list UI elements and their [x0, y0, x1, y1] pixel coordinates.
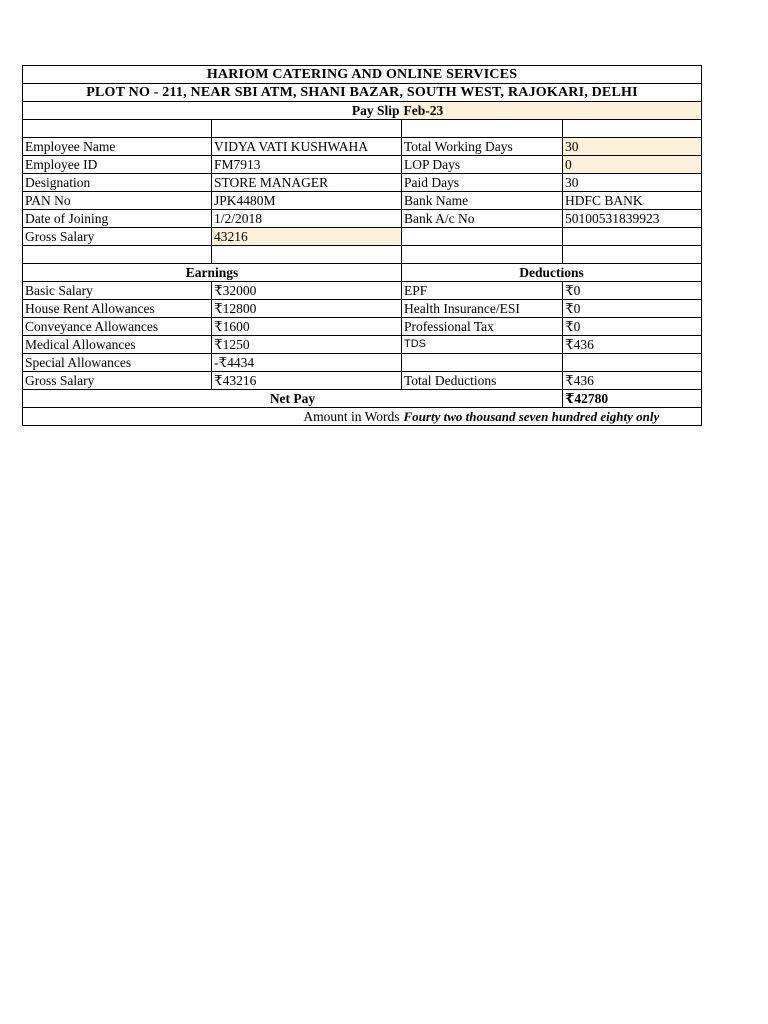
line-row [23, 336, 702, 354]
employee-row [23, 138, 702, 156]
company-name: HARIOM CATERING AND ONLINE SERVICES [23, 66, 702, 84]
paid-days-label: Paid Days [402, 174, 563, 192]
deductions-header: Deductions [402, 264, 702, 282]
deduction-label: EPF [402, 282, 563, 300]
employee-row [23, 192, 702, 210]
bank-account-value: 50100531839923 [563, 210, 702, 228]
employee-row [23, 174, 702, 192]
employee-name-value: VIDYA VATI KUSHWAHA [212, 138, 402, 156]
net-pay-label: Net Pay [23, 390, 563, 408]
designation-label: Designation [23, 174, 212, 192]
company-address: PLOT NO - 211, NEAR SBI ATM, SHANI BAZAR, SOUTH WEST, RAJOKARI, DELHI [23, 84, 702, 102]
pan-label: PAN No [23, 192, 212, 210]
deduction-amount [563, 354, 702, 372]
net-pay-value: ₹42780 [563, 390, 702, 408]
payslip-title-row [23, 102, 702, 120]
amount-in-words-row [23, 408, 702, 426]
bank-name-value: HDFC BANK [563, 192, 702, 210]
payslip-period: Feb-23 [402, 102, 702, 120]
blank-row [23, 120, 702, 138]
empty-cell [402, 228, 563, 246]
paid-days-value: 30 [563, 174, 702, 192]
amount-in-words-value: Fourty two thousand seven hundred eighty only [402, 408, 702, 426]
earning-amount: ₹1600 [212, 318, 402, 336]
line-row [23, 282, 702, 300]
earning-label: House Rent Allowances [23, 300, 212, 318]
deduction-label: Total Deductions [402, 372, 563, 390]
employee-row [23, 210, 702, 228]
total-working-days-value: 30 [563, 138, 702, 156]
deduction-label: Health Insurance/ESI [402, 300, 563, 318]
line-row [23, 354, 702, 372]
employee-id-label: Employee ID [23, 156, 212, 174]
earning-label: Gross Salary [23, 372, 212, 390]
total-working-days-label: Total Working Days [402, 138, 563, 156]
deduction-label [402, 354, 563, 372]
designation-value: STORE MANAGER [212, 174, 402, 192]
earning-amount: ₹1250 [212, 336, 402, 354]
earning-label: Basic Salary [23, 282, 212, 300]
earnings-header: Earnings [23, 264, 402, 282]
earning-amount: ₹12800 [212, 300, 402, 318]
lop-days-value: 0 [563, 156, 702, 174]
gross-salary-label: Gross Salary [23, 228, 212, 246]
earning-amount: ₹43216 [212, 372, 402, 390]
section-header-row [23, 264, 702, 282]
earning-label: Conveyance Allowances [23, 318, 212, 336]
pan-value: JPK4480M [212, 192, 402, 210]
deduction-amount: ₹0 [563, 282, 702, 300]
line-row [23, 318, 702, 336]
bank-name-label: Bank Name [402, 192, 563, 210]
employee-name-label: Employee Name [23, 138, 212, 156]
deduction-amount: ₹436 [563, 372, 702, 390]
line-row [23, 372, 702, 390]
earning-label: Medical Allowances [23, 336, 212, 354]
gross-salary-value: 43216 [212, 228, 402, 246]
payslip-table [22, 65, 702, 426]
empty-cell [563, 228, 702, 246]
date-of-joining-value: 1/2/2018 [212, 210, 402, 228]
deduction-amount: ₹0 [563, 318, 702, 336]
earning-amount: ₹32000 [212, 282, 402, 300]
deduction-amount: ₹0 [563, 300, 702, 318]
earning-label: Special Allowances [23, 354, 212, 372]
amount-in-words-label: Amount in Words [23, 408, 402, 426]
company-address-row [23, 84, 702, 102]
company-name-row [23, 66, 702, 84]
deduction-label: TDS [402, 336, 563, 354]
line-row [23, 300, 702, 318]
lop-days-label: LOP Days [402, 156, 563, 174]
employee-row [23, 156, 702, 174]
blank-row [23, 246, 702, 264]
employee-id-value: FM7913 [212, 156, 402, 174]
net-pay-row [23, 390, 702, 408]
payslip-label: Pay Slip [23, 102, 402, 120]
earning-amount: -₹4434 [212, 354, 402, 372]
deduction-label: Professional Tax [402, 318, 563, 336]
date-of-joining-label: Date of Joining [23, 210, 212, 228]
employee-row [23, 228, 702, 246]
deduction-amount: ₹436 [563, 336, 702, 354]
bank-account-label: Bank A/c No [402, 210, 563, 228]
